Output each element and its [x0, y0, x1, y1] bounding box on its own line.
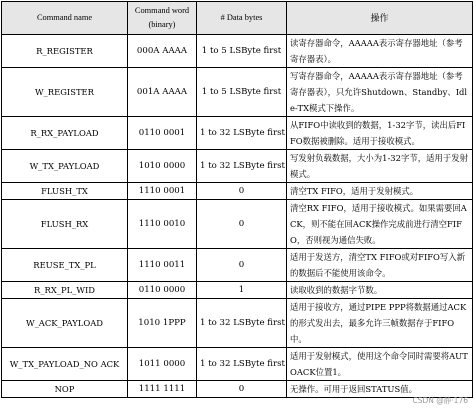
command-name-cell: NOP [2, 381, 128, 398]
operation-cell: 适用于接收方，通过PIPE PPP将数据通过ACK的形式发出去，最多允许三帧数据存于FIFO中。 [287, 299, 473, 348]
table-row [2, 35, 473, 68]
command-word-cell: 000A AAAA [128, 35, 197, 68]
table-row [2, 348, 473, 381]
operation-cell: 清空RX FIFO，适用于接收模式。如果需要回ACK，则不能在回ACK操作完成前进行清空FIFO，否则视为通信失败。 [287, 200, 473, 249]
command-name-cell: FLUSH_RX [2, 200, 128, 249]
command-name-cell: W_TX_PAYLOAD [2, 150, 128, 183]
command-word-cell: 0110 0001 [128, 117, 197, 150]
data-bytes-cell: 1 [197, 282, 287, 299]
command-word-cell: 1110 0011 [128, 249, 197, 282]
table-row [2, 183, 473, 200]
data-bytes-cell: 1 to 5 LSByte first [197, 68, 287, 117]
operation-cell: 写发射负载数据，大小为1-32字节，适用于发射模式。 [287, 150, 473, 183]
header-row [2, 2, 473, 35]
command-word-cell: 001A AAAA [128, 68, 197, 117]
header-command-name: Command name [2, 2, 128, 35]
command-name-cell: R_RX_PAYLOAD [2, 117, 128, 150]
operation-cell: 适用于发射模式，使用这个命令同时需要将AUTOACK位置1。 [287, 348, 473, 381]
command-word-cell: 1010 0000 [128, 150, 197, 183]
operation-cell: 无操作。可用于返回STATUS值。 [287, 381, 473, 398]
command-name-cell: R_RX_PL_WID [2, 282, 128, 299]
header-operation: 操作 [287, 2, 473, 35]
data-bytes-cell: 0 [197, 249, 287, 282]
table-row [2, 299, 473, 348]
command-name-cell: REUSE_TX_PL [2, 249, 128, 282]
operation-cell: 读寄存器命令，AAAAA表示寄存器地址（参考寄存器表）。 [287, 35, 473, 68]
data-bytes-cell: 1 to 32 LSByte first [197, 117, 287, 150]
data-bytes-cell: 0 [197, 183, 287, 200]
operation-cell: 从FIFO中读收到的数据，1-32字节，读出后FIFO数据被删除。适用于接收模式。 [287, 117, 473, 150]
command-name-cell: FLUSH_TX [2, 183, 128, 200]
table-row [2, 117, 473, 150]
command-word-cell: 0110 0000 [128, 282, 197, 299]
table-row [2, 150, 473, 183]
operation-cell: 适用于发送方，清空TX FIFO或对FIFO写入新的数据后不能使用该命令。 [287, 249, 473, 282]
table-row [2, 249, 473, 282]
table-row [2, 282, 473, 299]
table-row [2, 68, 473, 117]
table-row [2, 381, 473, 398]
data-bytes-cell: 0 [197, 200, 287, 249]
data-bytes-cell: 1 to 32 LSByte first [197, 150, 287, 183]
command-name-cell: W_ACK_PAYLOAD [2, 299, 128, 348]
command-word-cell: 1011 0000 [128, 348, 197, 381]
command-name-cell: W_TX_PAYLOAD_NO ACK [2, 348, 128, 381]
data-bytes-cell: 1 to 32 LSByte first [197, 299, 287, 348]
data-bytes-cell: 1 to 32 LSByte first [197, 348, 287, 381]
operation-cell: 清空TX FIFO，适用于发射模式。 [287, 183, 473, 200]
data-bytes-cell: 1 to 5 LSByte first [197, 35, 287, 68]
command-word-cell: 1110 0001 [128, 183, 197, 200]
watermark: CSDN @静·176 [412, 396, 468, 405]
operation-cell: 读取收到的数据字节数。 [287, 282, 473, 299]
command-name-cell: W_REGISTER [2, 68, 128, 117]
command-word-cell: 1111 1111 [128, 381, 197, 398]
data-bytes-cell: 0 [197, 381, 287, 398]
command-table [1, 1, 473, 398]
command-word-cell: 1110 0010 [128, 200, 197, 249]
command-name-cell: R_REGISTER [2, 35, 128, 68]
operation-cell: 写寄存器命令，AAAAA表示寄存器地址（参考寄存器表），只允许Shutdown、Standby、Idle-TX模式下操作。 [287, 68, 473, 117]
header-command-word: Command word (binary) [128, 2, 197, 35]
header-data-bytes: # Data bytes [197, 2, 287, 35]
table-row [2, 200, 473, 249]
command-word-cell: 1010 1PPP [128, 299, 197, 348]
